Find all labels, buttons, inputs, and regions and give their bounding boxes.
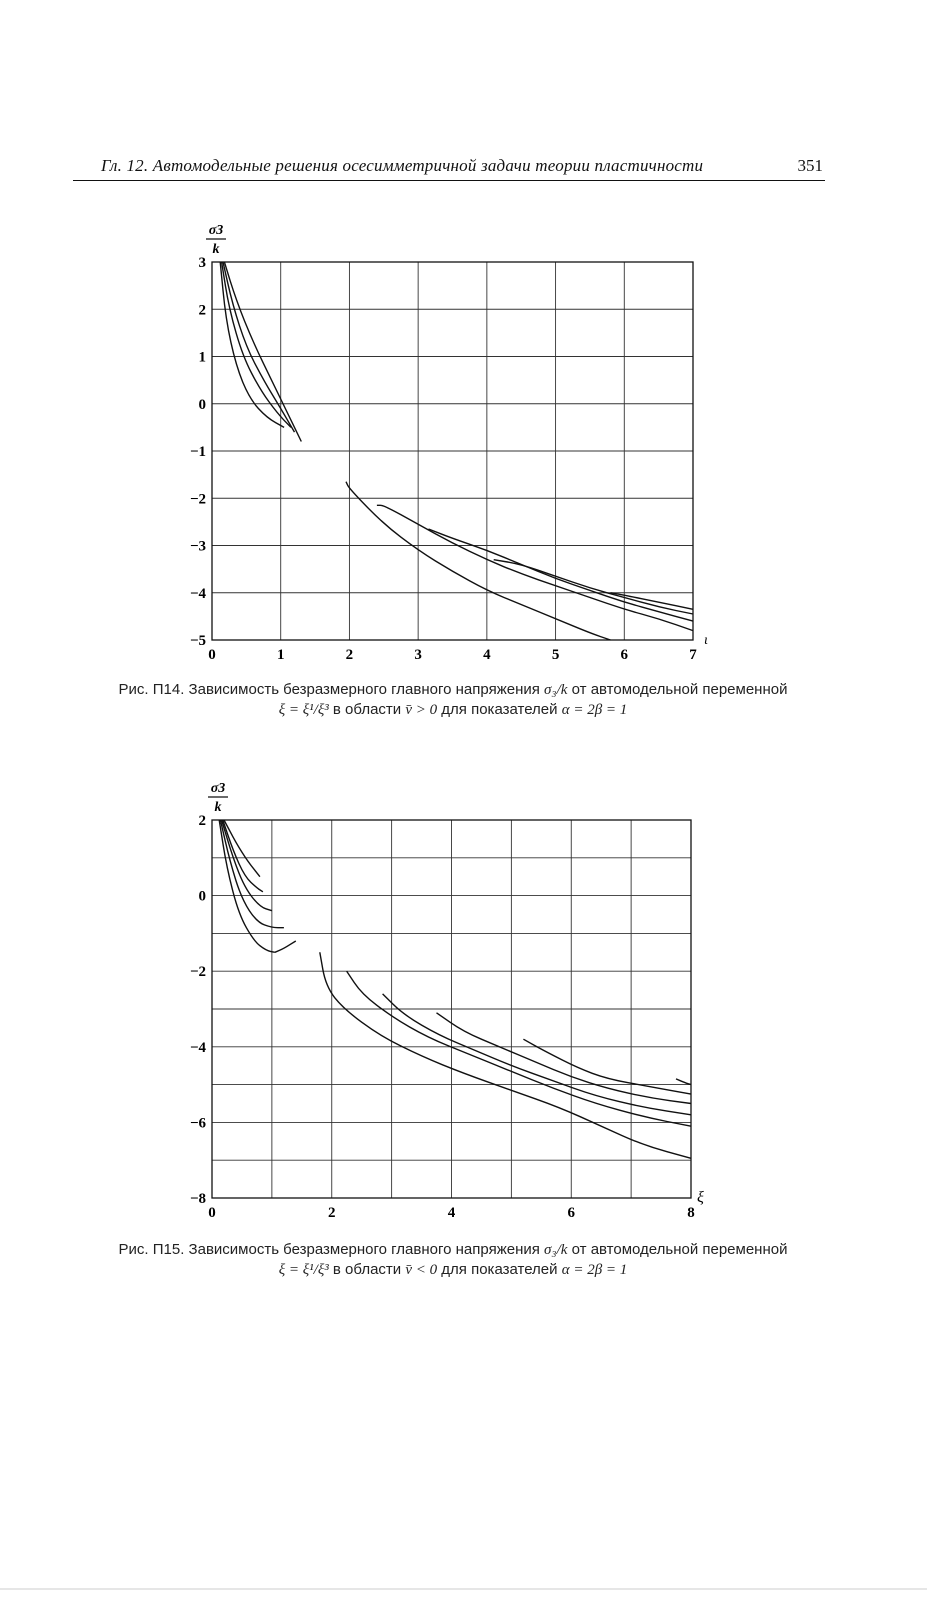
- x-tick-label: 7: [689, 647, 697, 663]
- series-curve-upper-5: [224, 820, 260, 877]
- y-tick-labels: [190, 813, 207, 1207]
- series-curve-lower-2: [377, 505, 693, 630]
- series-curve-lower-4: [437, 1013, 692, 1104]
- y-tick-label: 1: [198, 349, 206, 366]
- x-tick-label: 2: [345, 647, 354, 663]
- y-tick-label: −4: [189, 585, 206, 602]
- series-curve-lower-2: [347, 971, 691, 1126]
- caption-math-xi: ξ = ξ¹/ξ³: [278, 702, 329, 718]
- x-tick-label: 4: [447, 1205, 456, 1221]
- caption-math-sigma: σ₃/k: [544, 1242, 568, 1258]
- y-tick-label: 2: [198, 813, 206, 829]
- x-axis-label: ι: [704, 633, 708, 648]
- page-number: 351: [797, 156, 823, 175]
- caption-text: Зависимость безразмерного главного напряжения: [188, 681, 540, 698]
- series-curve-lower-1: [346, 482, 611, 640]
- y-axis-label-numerator: σ3: [210, 781, 226, 796]
- caption-math-sigma: σ₃/k: [544, 682, 568, 698]
- series-curve-lower-6: [676, 1079, 691, 1085]
- y-tick-label: 0: [198, 888, 206, 905]
- series-curve-upper-3: [222, 820, 272, 911]
- y-tick-label: −3: [189, 538, 206, 555]
- x-tick-label: 8: [687, 1205, 695, 1221]
- grid-lines: [212, 262, 693, 640]
- y-tick-label: −1: [189, 444, 206, 460]
- caption-text-4: для показателей: [441, 701, 558, 718]
- y-tick-label: 3: [198, 255, 206, 271]
- caption-math-xi: ξ = ξ¹/ξ³: [278, 1262, 329, 1278]
- x-tick-label: 1: [276, 647, 285, 663]
- x-tick-label: 5: [551, 647, 560, 663]
- x-axis-label: ξ: [697, 1189, 704, 1206]
- y-tick-label: 0: [198, 396, 206, 413]
- caption-text-4: для показателей: [441, 1261, 558, 1278]
- x-tick-label: 0: [208, 647, 216, 663]
- y-tick-labels: [190, 255, 207, 649]
- x-tick-label: 4: [483, 647, 491, 663]
- running-title: Гл. 12. Автомодельные решения осесимметричной задачи теории пластичности: [101, 156, 704, 175]
- series-curve-upper-1: [220, 262, 284, 427]
- x-tick-label: 0: [208, 1205, 216, 1221]
- figure-p15-chart: [0, 770, 927, 1230]
- series-curve-upper-4: [224, 262, 301, 442]
- series-curve-lower-1: [320, 952, 691, 1158]
- figure-p15-caption: [73, 1240, 833, 1280]
- figure-p14-caption: [73, 680, 833, 720]
- x-tick-label: 2: [328, 1205, 336, 1221]
- caption-text: Зависимость безразмерного главного напряжения: [188, 1241, 540, 1258]
- caption-math-alpha: α = 2β = 1: [561, 1262, 628, 1278]
- caption-math-region: v̄ > 0: [405, 702, 438, 718]
- y-tick-label: −5: [189, 633, 206, 649]
- y-tick-label: −4: [189, 1039, 206, 1056]
- x-tick-labels: [208, 1205, 695, 1221]
- x-tick-label: 6: [620, 647, 629, 663]
- y-tick-label: −6: [189, 1115, 206, 1132]
- series-curve-upper-2: [220, 820, 284, 928]
- caption-text-3: в области: [332, 1261, 402, 1278]
- caption-prefix: Рис. П14.: [118, 681, 185, 698]
- x-tick-label: 6: [567, 1205, 575, 1221]
- caption-text-3: в области: [332, 701, 402, 718]
- x-tick-label: 3: [414, 647, 422, 663]
- running-header: [73, 152, 825, 181]
- y-tick-label: −2: [189, 491, 206, 508]
- y-axis-label-denominator: k: [212, 242, 220, 257]
- series-curve-lower-3: [429, 529, 694, 621]
- caption-text-2: от автомодельной переменной: [571, 681, 788, 698]
- page-bottom-edge: [0, 1588, 927, 1590]
- caption-math-region: v̄ < 0: [405, 1262, 438, 1278]
- caption-text-2: от автомодельной переменной: [571, 1241, 788, 1258]
- series-curve-upper-1b: [275, 941, 296, 952]
- y-tick-label: 2: [198, 302, 206, 319]
- caption-prefix: Рис. П15.: [118, 1241, 185, 1258]
- y-tick-label: −8: [189, 1191, 206, 1207]
- figure-p14-chart: [0, 210, 927, 670]
- y-axis-label-numerator: σ3: [208, 223, 224, 238]
- caption-math-alpha: α = 2β = 1: [561, 702, 628, 718]
- series-curves: [219, 820, 691, 1158]
- x-tick-labels: [208, 647, 697, 663]
- y-axis-label-denominator: k: [214, 800, 222, 815]
- grid-lines: [212, 820, 691, 1198]
- y-tick-label: −2: [189, 964, 206, 981]
